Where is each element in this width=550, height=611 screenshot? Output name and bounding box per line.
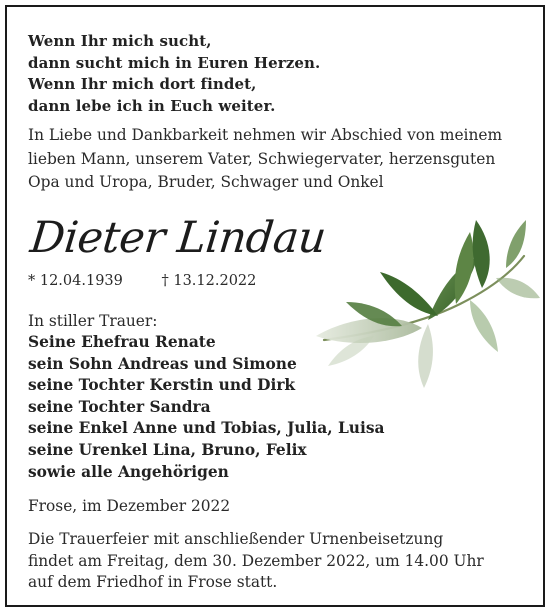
- mourner-line: sowie alle Angehörigen: [28, 462, 229, 481]
- mourner-line: seine Urenkel Lina, Bruno, Felix: [28, 441, 307, 460]
- mourner-line: sein Sohn Andreas und Simone: [28, 354, 297, 373]
- service-info: [28, 529, 528, 593]
- place-date: Frose, im Dezember 2022: [28, 497, 231, 516]
- mourner-line: seine Tochter Kerstin und Dirk: [28, 376, 296, 395]
- obituary-frame: [5, 5, 545, 607]
- intro-line: In Liebe und Dankbarkeit nehmen wir Abschied von meinem: [28, 126, 503, 144]
- poem-line: dann lebe ich in Euch weiter.: [28, 96, 276, 115]
- intro-line: Opa und Uropa, Bruder, Schwager und Onkel: [28, 173, 384, 191]
- olive-branch-image: [310, 212, 540, 402]
- poem: [28, 31, 528, 117]
- mourner-line: seine Tochter Sandra: [28, 397, 211, 416]
- birth-date: * 12.04.1939: [28, 272, 123, 289]
- deceased-name: Dieter Lindau: [27, 212, 329, 263]
- poem-line: Wenn Ihr mich dort findet,: [28, 75, 257, 93]
- death-date: † 13.12.2022: [161, 272, 257, 289]
- mourner-line: seine Enkel Anne und Tobias, Julia, Luisa: [28, 419, 385, 438]
- service-line: findet am Freitag, dem 30. Dezember 2022, um 14.00 Uhr: [28, 551, 484, 570]
- mourners-lead: In stiller Trauer:: [28, 311, 158, 330]
- intro-text: [28, 124, 528, 195]
- service-line: Die Trauerfeier mit anschließender Urnenbeisetzung: [28, 530, 444, 549]
- service-line: auf dem Friedhof in Frose statt.: [28, 572, 278, 591]
- intro-line: lieben Mann, unserem Vater, Schwiegervater, herzensguten: [28, 149, 496, 168]
- poem-line: Wenn Ihr mich sucht,: [28, 32, 212, 50]
- mourner-line: Seine Ehefrau Renate: [28, 333, 216, 352]
- poem-line: dann sucht mich in Euren Herzen.: [28, 53, 321, 72]
